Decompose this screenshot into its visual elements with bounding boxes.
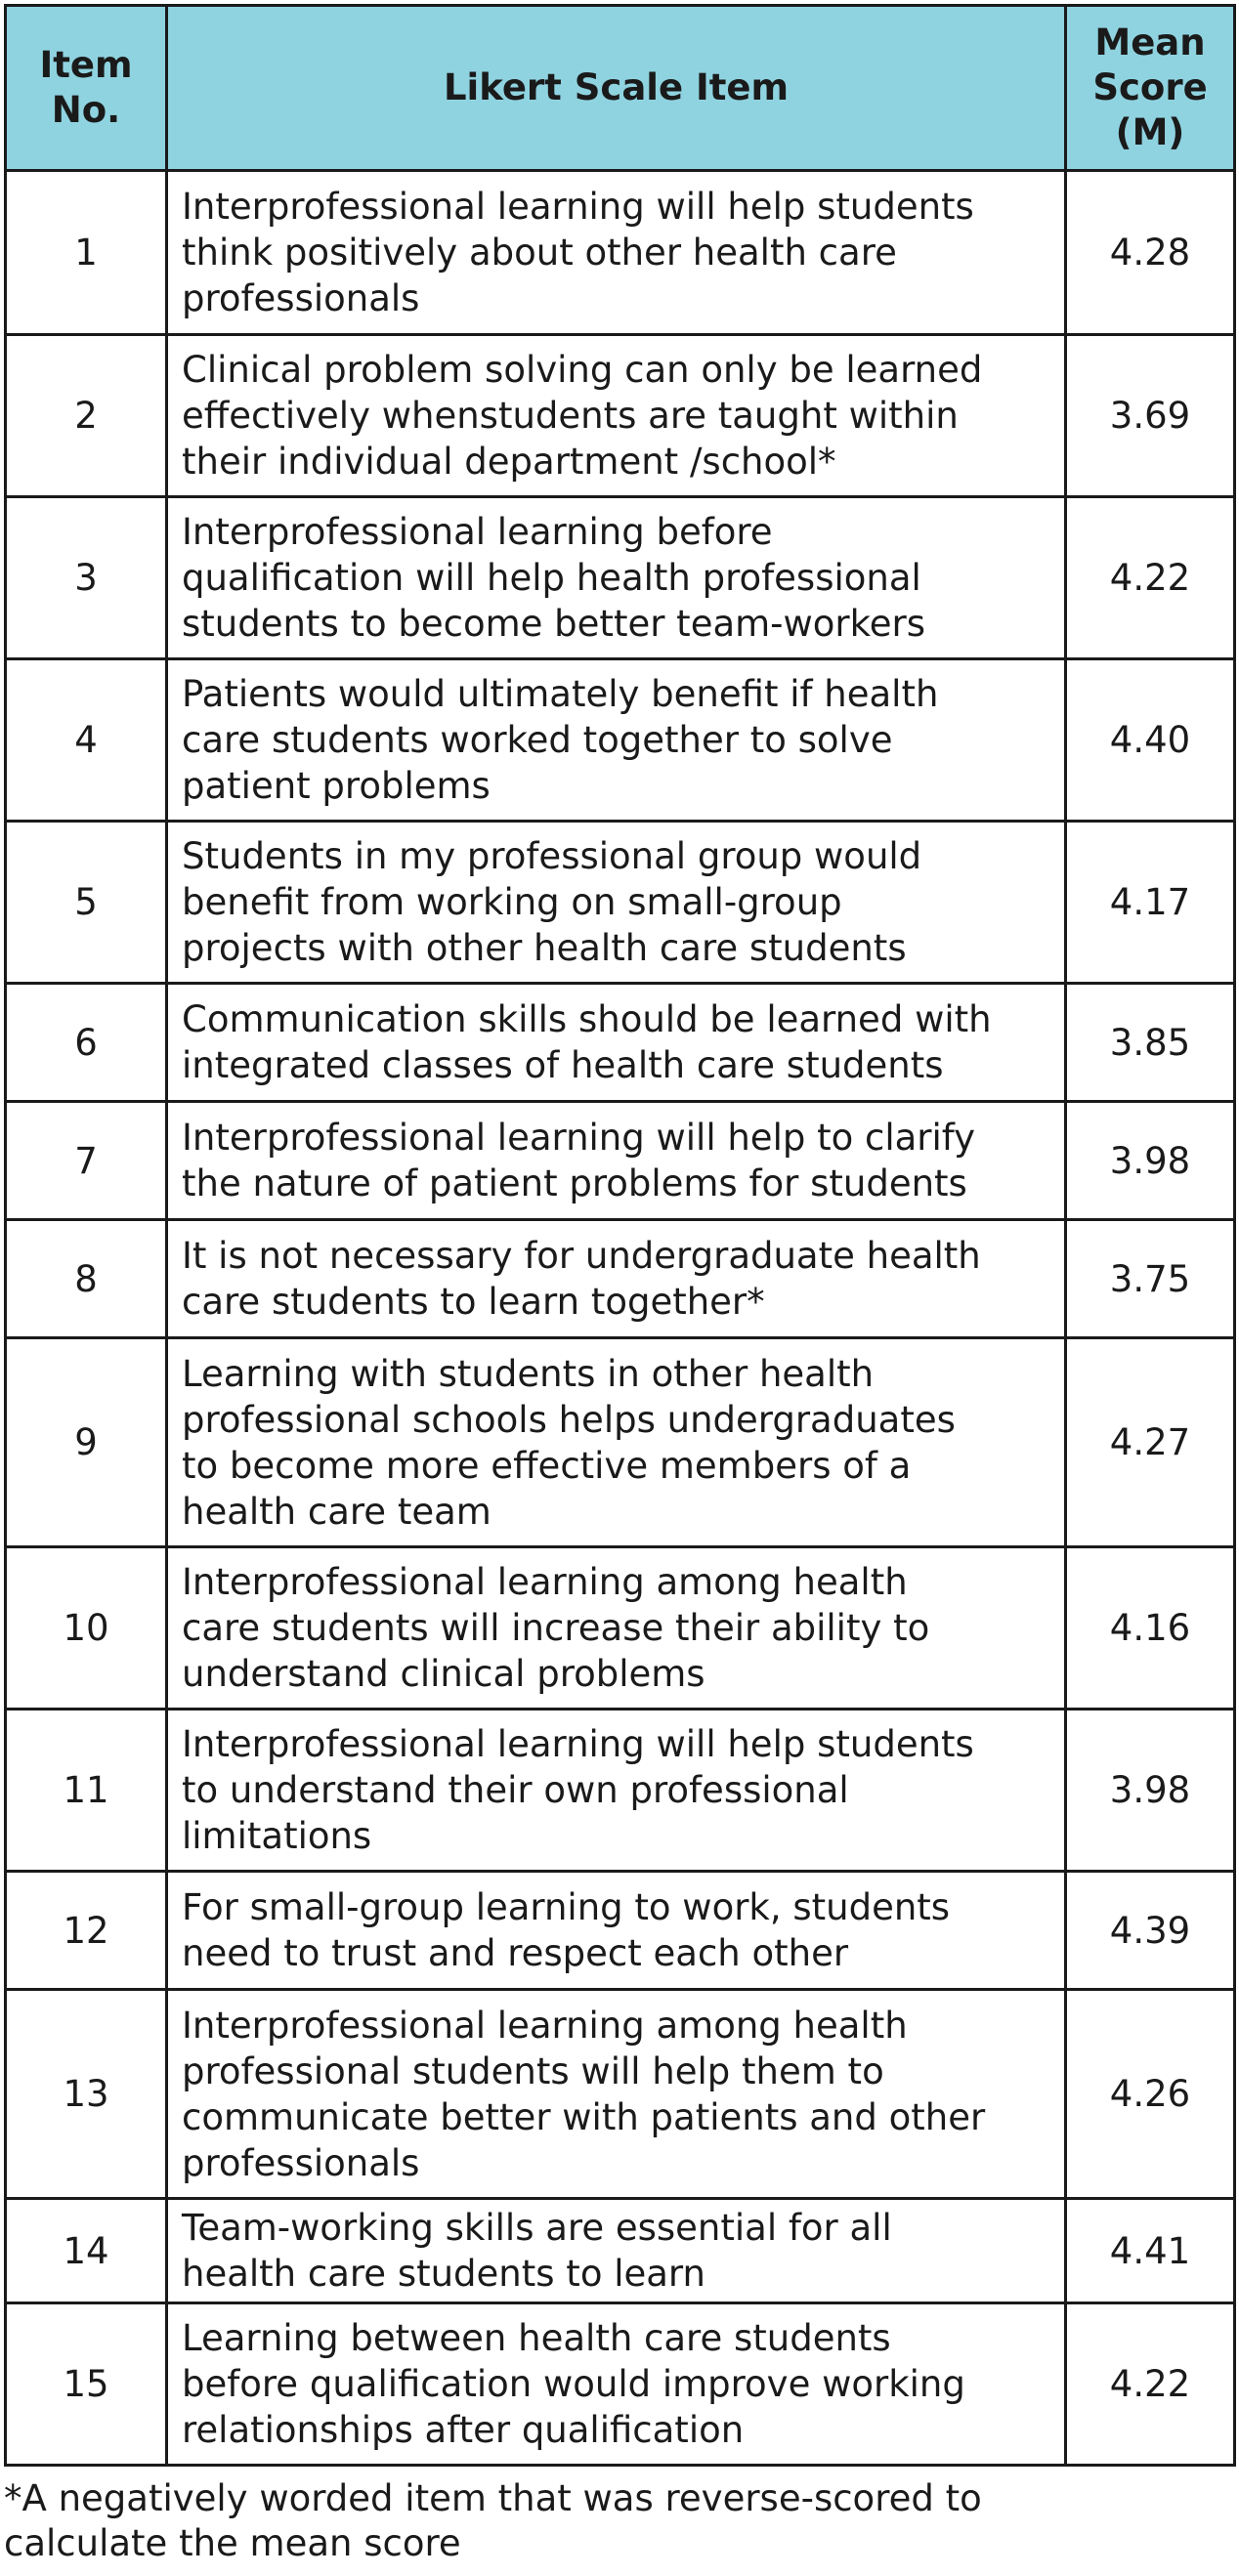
mean-score-cell: 4.22 — [1066, 497, 1235, 659]
likert-scale-table — [4, 4, 1236, 2467]
item-number-cell: 11 — [6, 1710, 167, 1872]
mean-score-cell: 4.41 — [1066, 2199, 1235, 2303]
likert-item-cell — [167, 1547, 1066, 1710]
mean-score-cell: 4.22 — [1066, 2303, 1235, 2466]
likert-item-line: Students in my professional group would — [182, 835, 922, 877]
likert-item-line: professional schools helps undergraduates — [182, 1398, 956, 1441]
header-item-no — [6, 6, 167, 171]
mean-score-cell: 3.85 — [1066, 984, 1235, 1102]
likert-item-line: Team-working skills are essential for all — [182, 2207, 892, 2249]
item-number-cell: 1 — [6, 171, 167, 335]
mean-score-cell: 3.98 — [1066, 1710, 1235, 1872]
likert-item-line: care students to learn together* — [182, 1281, 765, 1323]
mean-score-cell: 4.26 — [1066, 1990, 1235, 2199]
likert-item-cell — [167, 1220, 1066, 1338]
mean-score-cell: 3.69 — [1066, 335, 1235, 497]
header-mean-line: Mean — [1094, 21, 1206, 63]
likert-item-line: It is not necessary for undergraduate health — [182, 1235, 981, 1277]
likert-item-cell — [167, 1338, 1066, 1547]
likert-item-cell — [167, 822, 1066, 984]
likert-table-container — [4, 4, 1233, 2467]
table-row — [6, 1990, 1235, 2199]
table-row — [6, 1547, 1235, 1710]
likert-item-line: Interprofessional learning will help to clarify — [182, 1117, 976, 1159]
item-number-cell: 12 — [6, 1872, 167, 1990]
item-number-cell: 7 — [6, 1102, 167, 1220]
likert-item-line: qualification will help health professional — [182, 557, 921, 599]
likert-item-cell — [167, 2199, 1066, 2303]
mean-score-cell: 3.75 — [1066, 1220, 1235, 1338]
table-row — [6, 497, 1235, 659]
likert-item-line: health care team — [182, 1490, 491, 1533]
mean-score-cell: 4.39 — [1066, 1872, 1235, 1990]
likert-item-line: the nature of patient problems for students — [182, 1162, 967, 1204]
likert-item-cell — [167, 1872, 1066, 1990]
table-row — [6, 822, 1235, 984]
item-number-cell: 8 — [6, 1220, 167, 1338]
item-number-cell: 13 — [6, 1990, 167, 2199]
likert-item-line: integrated classes of health care students — [182, 1044, 944, 1086]
item-number-cell: 5 — [6, 822, 167, 984]
likert-item-line: health care students to learn — [182, 2253, 705, 2295]
likert-item-line: communicate better with patients and other — [182, 2095, 986, 2138]
likert-item-line: relationships after qualification — [182, 2409, 745, 2451]
likert-item-line: think positively about other health care — [182, 232, 897, 274]
likert-item-line: professionals — [182, 2141, 420, 2184]
table-row — [6, 335, 1235, 497]
likert-item-line: projects with other health care students — [182, 927, 907, 969]
likert-item-line: Interprofessional learning will help students — [182, 186, 974, 228]
likert-item-cell — [167, 497, 1066, 659]
likert-item-line: understand clinical problems — [182, 1653, 705, 1695]
header-likert-item: Likert Scale Item — [167, 6, 1066, 171]
likert-item-line: Patients would ultimately benefit if health — [182, 673, 939, 715]
header-item-no-line: No. — [51, 89, 121, 131]
mean-score-cell: 4.28 — [1066, 171, 1235, 335]
table-row — [6, 1872, 1235, 1990]
header-item-no-line: Item — [39, 44, 133, 86]
likert-item-line: before qualification would improve working — [182, 2363, 965, 2405]
item-number-cell: 14 — [6, 2199, 167, 2303]
table-footnote — [4, 2476, 1176, 2566]
footnote-line: calculate the mean score — [4, 2522, 461, 2564]
mean-score-cell: 4.17 — [1066, 822, 1235, 984]
header-mean-line: Score — [1092, 66, 1208, 108]
likert-item-line: effectively whenstudents are taught within — [182, 395, 959, 437]
table-row — [6, 2199, 1235, 2303]
likert-item-line: need to trust and respect each other — [182, 1932, 849, 1974]
table-row — [6, 1220, 1235, 1338]
likert-item-line: benefit from working on small-group — [182, 881, 842, 923]
likert-item-cell — [167, 335, 1066, 497]
likert-item-line: limitations — [182, 1815, 372, 1857]
likert-item-line: Interprofessional learning among health — [182, 2004, 908, 2047]
likert-item-line: For small-group learning to work, students — [182, 1886, 951, 1928]
item-number-cell: 10 — [6, 1547, 167, 1710]
table-row — [6, 659, 1235, 822]
likert-item-line: Learning between health care students — [182, 2317, 891, 2359]
item-number-cell: 6 — [6, 984, 167, 1102]
likert-item-line: to understand their own professional — [182, 1769, 849, 1811]
likert-item-line: students to become better team-workers — [182, 603, 925, 645]
table-row — [6, 1102, 1235, 1220]
table-body — [6, 171, 1235, 2466]
table-row — [6, 171, 1235, 335]
likert-item-cell — [167, 1102, 1066, 1220]
header-mean-score — [1066, 6, 1235, 171]
likert-item-line: their individual department /school* — [182, 441, 836, 483]
item-number-cell: 4 — [6, 659, 167, 822]
likert-item-line: Interprofessional learning before — [182, 511, 773, 553]
likert-item-line: to become more effective members of a — [182, 1444, 912, 1487]
likert-item-line: Interprofessional learning among health — [182, 1561, 908, 1603]
item-number-cell: 15 — [6, 2303, 167, 2466]
table-row — [6, 1338, 1235, 1547]
likert-item-cell — [167, 1710, 1066, 1872]
likert-item-line: Interprofessional learning will help students — [182, 1723, 974, 1765]
likert-item-line: care students worked together to solve — [182, 719, 893, 761]
header-mean-line: (M) — [1115, 111, 1185, 153]
likert-item-cell — [167, 1990, 1066, 2199]
item-number-cell: 3 — [6, 497, 167, 659]
likert-item-cell — [167, 171, 1066, 335]
likert-item-line: Clinical problem solving can only be learned — [182, 349, 983, 391]
table-row — [6, 2303, 1235, 2466]
footnote-line: *A negatively worded item that was reverse-scored to — [4, 2477, 982, 2519]
table-row — [6, 984, 1235, 1102]
likert-item-line: professionals — [182, 277, 420, 319]
likert-item-cell — [167, 2303, 1066, 2466]
likert-item-line: Communication skills should be learned with — [182, 998, 992, 1040]
mean-score-cell: 4.16 — [1066, 1547, 1235, 1710]
likert-item-line: care students will increase their ability to — [182, 1607, 930, 1649]
mean-score-cell: 4.40 — [1066, 659, 1235, 822]
likert-item-cell — [167, 984, 1066, 1102]
mean-score-cell: 3.98 — [1066, 1102, 1235, 1220]
likert-item-cell — [167, 659, 1066, 822]
likert-item-line: patient problems — [182, 765, 491, 807]
item-number-cell: 9 — [6, 1338, 167, 1547]
table-header-row — [6, 6, 1235, 171]
table-row — [6, 1710, 1235, 1872]
likert-item-line: professional students will help them to — [182, 2049, 884, 2092]
item-number-cell: 2 — [6, 335, 167, 497]
likert-item-line: Learning with students in other health — [182, 1352, 875, 1395]
mean-score-cell: 4.27 — [1066, 1338, 1235, 1547]
